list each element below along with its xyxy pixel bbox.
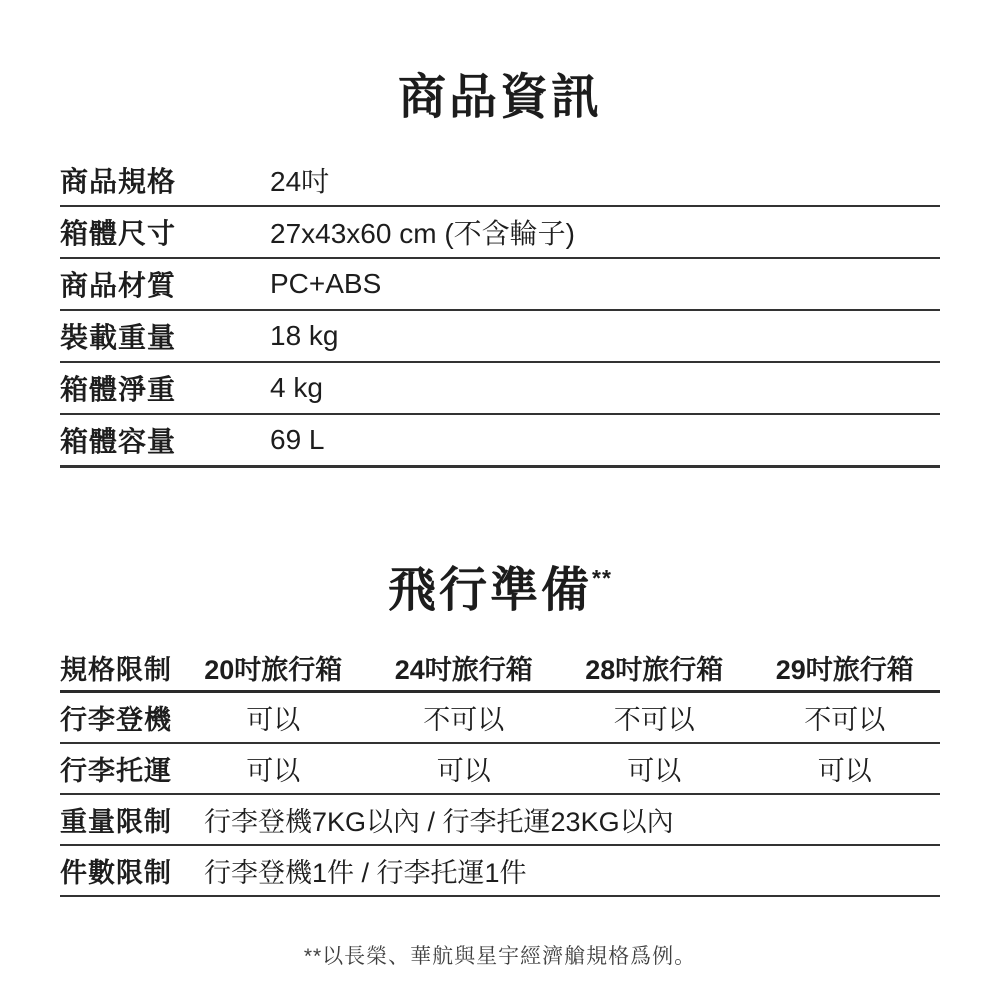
cell-20inch: 可以 bbox=[246, 756, 301, 786]
cell-29inch: 可以 bbox=[817, 756, 872, 786]
spec-label: 商品規格 bbox=[60, 166, 177, 197]
spec-label: 箱體尺寸 bbox=[60, 218, 177, 249]
header-20inch: 20吋旅行箱 bbox=[204, 655, 343, 685]
cell-20inch: 可以 bbox=[246, 705, 301, 735]
cell-28inch: 不可以 bbox=[613, 705, 695, 735]
flight-prep-title bbox=[0, 550, 1000, 619]
footnote: **以長榮、華航與星宇經濟艙規格爲例。 bbox=[303, 945, 697, 968]
spec-value: 69 L bbox=[270, 424, 325, 455]
flight-row-carry-on bbox=[60, 693, 940, 744]
cell-28inch: 可以 bbox=[627, 756, 682, 786]
spec-row-material bbox=[60, 259, 940, 311]
spec-label: 裝載重量 bbox=[60, 322, 177, 353]
spec-row-net-weight bbox=[60, 363, 940, 415]
product-info-title: 商品資訊 bbox=[397, 71, 602, 124]
row-label: 行李托運 bbox=[60, 756, 172, 786]
spec-label: 箱體容量 bbox=[60, 426, 177, 457]
piece-limit-value: 行李登機1件 / 行李托運1件 bbox=[204, 858, 527, 888]
spec-row-size bbox=[60, 155, 940, 207]
spec-value: 4 kg bbox=[270, 372, 323, 403]
product-spec-table bbox=[60, 155, 940, 468]
flight-table-header-row bbox=[60, 645, 940, 693]
spec-row-capacity bbox=[60, 415, 940, 468]
spec-value: 24吋 bbox=[270, 166, 330, 197]
header-29inch: 29吋旅行箱 bbox=[775, 655, 914, 685]
spec-value: 18 kg bbox=[270, 320, 339, 351]
header-spec-limit: 規格限制 bbox=[60, 655, 172, 685]
spec-label: 商品材質 bbox=[60, 270, 177, 301]
cell-24inch: 可以 bbox=[436, 756, 491, 786]
flight-prep-title-footnote-marker: ** bbox=[592, 565, 612, 591]
header-28inch: 28吋旅行箱 bbox=[585, 655, 724, 685]
cell-29inch: 不可以 bbox=[804, 705, 886, 735]
flight-row-weight-limit bbox=[60, 795, 940, 846]
row-label: 件數限制 bbox=[60, 858, 172, 888]
flight-prep-table bbox=[60, 645, 940, 897]
header-24inch: 24吋旅行箱 bbox=[394, 655, 533, 685]
spec-row-dimensions bbox=[60, 207, 940, 259]
cell-24inch: 不可以 bbox=[423, 705, 505, 735]
spec-value: 27x43x60 cm (不含輪子) bbox=[270, 218, 575, 249]
spec-value: PC+ABS bbox=[270, 268, 382, 299]
weight-limit-value: 行李登機7KG以內 / 行李托運23KG以內 bbox=[204, 807, 674, 837]
flight-row-piece-limit bbox=[60, 846, 940, 897]
row-label: 行李登機 bbox=[60, 705, 172, 735]
row-label: 重量限制 bbox=[60, 807, 172, 837]
spec-label: 箱體淨重 bbox=[60, 374, 177, 405]
spec-row-load-weight bbox=[60, 311, 940, 363]
flight-row-checked bbox=[60, 744, 940, 795]
flight-prep-title-text: 飛行準備 bbox=[388, 564, 593, 617]
